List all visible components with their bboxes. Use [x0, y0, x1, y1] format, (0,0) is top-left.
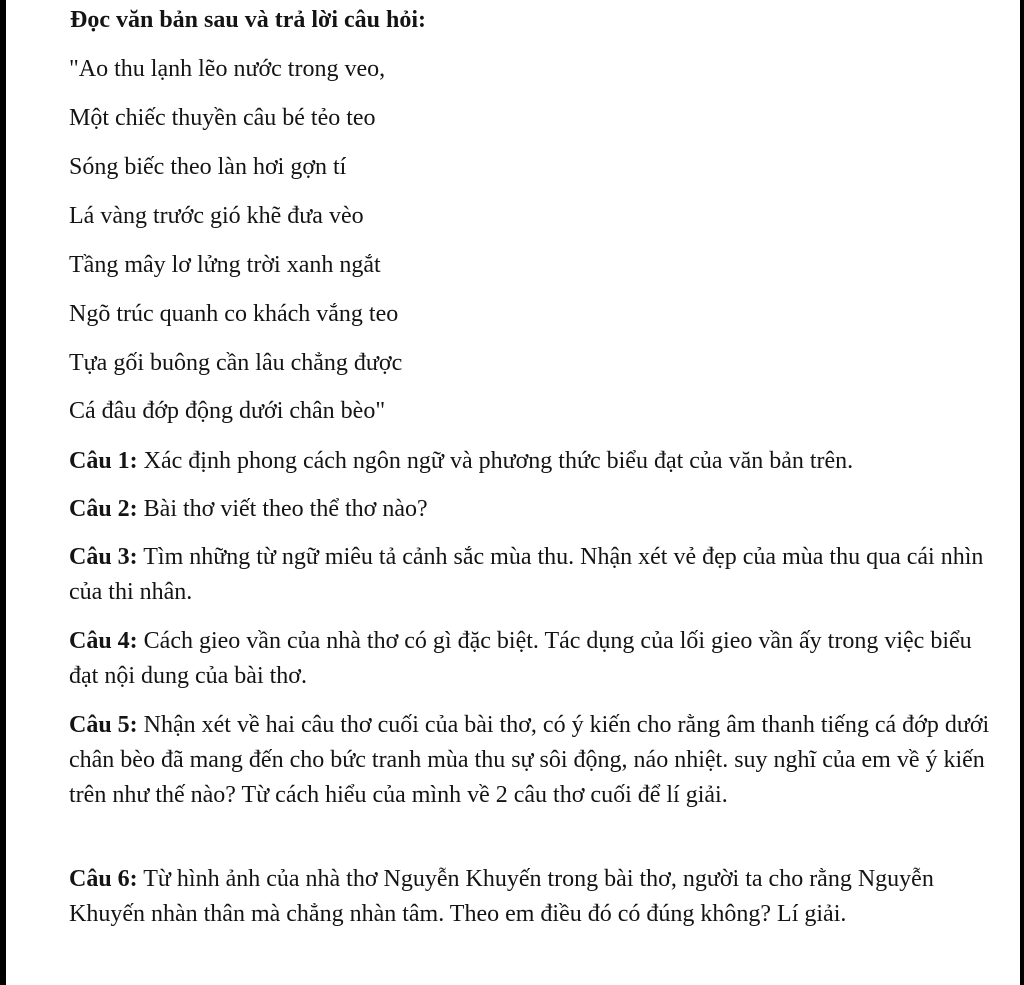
poem-line-8: Cá đâu đớp động dưới chân bèo"	[69, 398, 386, 424]
question-1	[69, 444, 999, 479]
question-2-label: Câu 2:	[69, 496, 138, 522]
question-5-label: Câu 5:	[69, 712, 138, 738]
question-6-text: Từ hình ảnh của nhà thơ Nguyễn Khuyến trong bài thơ, người ta cho rằng Nguyễn Khuyến nhàn thân mà chẳng nhàn tâm. Theo em điều đó có đúng không? Lí giải.	[69, 866, 934, 927]
poem-line-4: Lá vàng trước gió khẽ đưa vèo	[69, 203, 364, 229]
question-5	[69, 708, 999, 813]
question-4-label: Câu 4:	[69, 628, 138, 654]
question-3-label: Câu 3:	[69, 544, 138, 570]
instruction-heading: Đọc văn bản sau và trả lời câu hỏi:	[70, 7, 426, 33]
question-6	[69, 862, 999, 932]
question-2	[69, 492, 999, 527]
question-3-text: Tìm những từ ngữ miêu tả cảnh sắc mùa thu. Nhận xét vẻ đẹp của mùa thu qua cái nhìn của thi nhân.	[69, 544, 984, 605]
poem-line-3: Sóng biếc theo làn hơi gợn tí	[69, 154, 347, 180]
poem-line-7: Tựa gối buông cần lâu chẳng được	[69, 350, 403, 376]
question-5-text: Nhận xét về hai câu thơ cuối của bài thơ, có ý kiến cho rằng âm thanh tiếng cá đớp dưới chân bèo đã mang đến cho bức tranh mùa thu sự sôi động, náo nhiệt. suy nghĩ của em về ý kiến trên như thế nào? Từ cách hiểu của mình về 2 câu thơ cuối để lí giải.	[69, 712, 990, 808]
question-6-label: Câu 6:	[69, 866, 138, 892]
poem-line-5: Tầng mây lơ lửng trời xanh ngắt	[69, 252, 381, 278]
question-1-text: Xác định phong cách ngôn ngữ và phương thức biểu đạt của văn bản trên.	[137, 448, 854, 474]
question-2-text: Bài thơ viết theo thể thơ nào?	[137, 496, 428, 522]
question-4-text: Cách gieo vần của nhà thơ có gì đặc biệt. Tác dụng của lối gieo vần ấy trong việc biểu đạt nội dung của bài thơ.	[69, 628, 972, 689]
question-1-label: Câu 1:	[69, 448, 138, 474]
document-page	[6, 0, 1020, 985]
poem-line-2: Một chiếc thuyền câu bé tẻo teo	[69, 105, 376, 131]
question-3	[69, 540, 999, 610]
poem-line-6: Ngõ trúc quanh co khách vắng teo	[69, 301, 399, 327]
poem-line-1: "Ao thu lạnh lẽo nước trong veo,	[69, 56, 386, 82]
question-4	[69, 624, 999, 694]
